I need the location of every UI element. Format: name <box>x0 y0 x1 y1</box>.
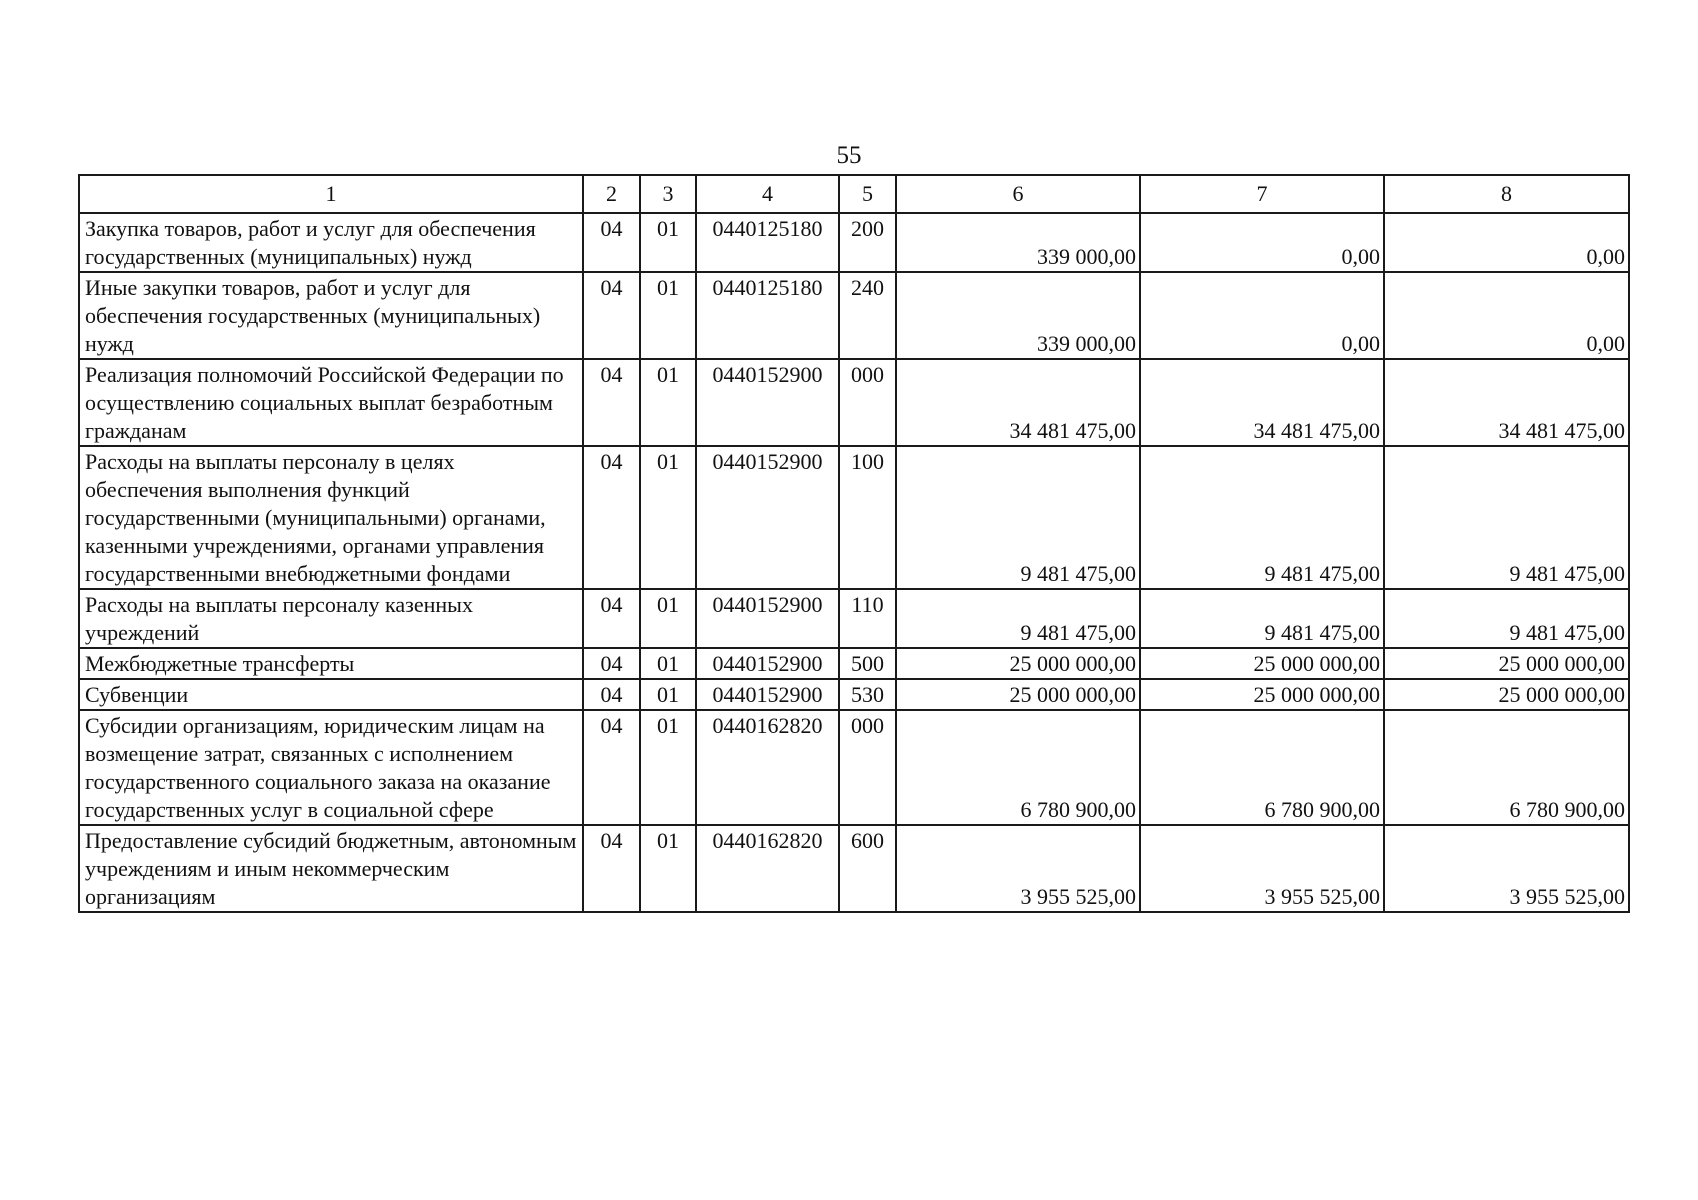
column-header-2: 2 <box>583 175 640 213</box>
row-name-cell: Закупка товаров, работ и услуг для обеспечения государственных (муниципальных) нужд <box>79 213 583 272</box>
row-name-cell: Расходы на выплаты персоналу в целях обеспечения выполнения функций государственными (муниципальными) органами, казенными учреждениями, органами управления государственными внебюджетными фондами <box>79 446 583 589</box>
expense-type-cell: 100 <box>839 446 896 589</box>
expense-type-cell: 000 <box>839 710 896 825</box>
table-row <box>79 359 1629 446</box>
section-cell: 04 <box>583 359 640 446</box>
amount-col8-cell: 0,00 <box>1384 213 1629 272</box>
table-row <box>79 679 1629 710</box>
amount-col7-cell: 9 481 475,00 <box>1140 589 1384 648</box>
amount-col8-cell: 0,00 <box>1384 272 1629 359</box>
amount-col6-cell: 6 780 900,00 <box>896 710 1140 825</box>
amount-col6-cell: 25 000 000,00 <box>896 648 1140 679</box>
section-cell: 04 <box>583 710 640 825</box>
amount-col7-cell: 9 481 475,00 <box>1140 446 1384 589</box>
subsection-cell: 01 <box>640 446 696 589</box>
section-cell: 04 <box>583 648 640 679</box>
section-cell: 04 <box>583 272 640 359</box>
table-row <box>79 710 1629 825</box>
subsection-cell: 01 <box>640 213 696 272</box>
amount-col6-cell: 25 000 000,00 <box>896 679 1140 710</box>
expense-type-cell: 200 <box>839 213 896 272</box>
amount-col6-cell: 3 955 525,00 <box>896 825 1140 912</box>
amount-col7-cell: 34 481 475,00 <box>1140 359 1384 446</box>
amount-col7-cell: 3 955 525,00 <box>1140 825 1384 912</box>
table-row <box>79 272 1629 359</box>
column-header-5: 5 <box>839 175 896 213</box>
expense-type-cell: 110 <box>839 589 896 648</box>
target-article-cell: 0440152900 <box>696 446 839 589</box>
table-body <box>79 213 1629 912</box>
row-name-cell: Реализация полномочий Российской Федерации по осуществлению социальных выплат безработным гражданам <box>79 359 583 446</box>
header-row <box>79 175 1629 213</box>
amount-col7-cell: 6 780 900,00 <box>1140 710 1384 825</box>
amount-col8-cell: 25 000 000,00 <box>1384 648 1629 679</box>
row-name-cell: Межбюджетные трансферты <box>79 648 583 679</box>
amount-col7-cell: 25 000 000,00 <box>1140 648 1384 679</box>
row-name-cell: Иные закупки товаров, работ и услуг для обеспечения государственных (муниципальных) нужд <box>79 272 583 359</box>
amount-col8-cell: 6 780 900,00 <box>1384 710 1629 825</box>
amount-col8-cell: 9 481 475,00 <box>1384 589 1629 648</box>
amount-col6-cell: 9 481 475,00 <box>896 446 1140 589</box>
row-name-cell: Предоставление субсидий бюджетным, автономным учреждениям и иным некоммерческим организациям <box>79 825 583 912</box>
amount-col6-cell: 9 481 475,00 <box>896 589 1140 648</box>
table-row <box>79 446 1629 589</box>
target-article-cell: 0440152900 <box>696 589 839 648</box>
column-header-4: 4 <box>696 175 839 213</box>
row-name-cell: Субвенции <box>79 679 583 710</box>
amount-col6-cell: 339 000,00 <box>896 213 1140 272</box>
amount-col7-cell: 25 000 000,00 <box>1140 679 1384 710</box>
column-header-6: 6 <box>896 175 1140 213</box>
target-article-cell: 0440125180 <box>696 272 839 359</box>
target-article-cell: 0440152900 <box>696 679 839 710</box>
expense-type-cell: 240 <box>839 272 896 359</box>
section-cell: 04 <box>583 213 640 272</box>
amount-col7-cell: 0,00 <box>1140 272 1384 359</box>
table-row <box>79 213 1629 272</box>
amount-col6-cell: 339 000,00 <box>896 272 1140 359</box>
amount-col6-cell: 34 481 475,00 <box>896 359 1140 446</box>
table-row <box>79 648 1629 679</box>
subsection-cell: 01 <box>640 272 696 359</box>
subsection-cell: 01 <box>640 825 696 912</box>
section-cell: 04 <box>583 589 640 648</box>
table-header <box>79 175 1629 213</box>
target-article-cell: 0440162820 <box>696 710 839 825</box>
amount-col8-cell: 34 481 475,00 <box>1384 359 1629 446</box>
amount-col8-cell: 9 481 475,00 <box>1384 446 1629 589</box>
table-row <box>79 825 1629 912</box>
table-row <box>79 589 1629 648</box>
page-number: 55 <box>836 142 862 169</box>
amount-col7-cell: 0,00 <box>1140 213 1384 272</box>
expense-type-cell: 500 <box>839 648 896 679</box>
amount-col8-cell: 25 000 000,00 <box>1384 679 1629 710</box>
column-header-1: 1 <box>79 175 583 213</box>
target-article-cell: 0440162820 <box>696 825 839 912</box>
subsection-cell: 01 <box>640 710 696 825</box>
expense-type-cell: 600 <box>839 825 896 912</box>
subsection-cell: 01 <box>640 359 696 446</box>
target-article-cell: 0440152900 <box>696 648 839 679</box>
column-header-7: 7 <box>1140 175 1384 213</box>
column-header-8: 8 <box>1384 175 1629 213</box>
target-article-cell: 0440152900 <box>696 359 839 446</box>
budget-table <box>78 174 1630 913</box>
row-name-cell: Субсидии организациям, юридическим лицам на возмещение затрат, связанных с исполнением государственного социального заказа на оказание государственных услуг в социальной сфере <box>79 710 583 825</box>
target-article-cell: 0440125180 <box>696 213 839 272</box>
expense-type-cell: 000 <box>839 359 896 446</box>
column-header-3: 3 <box>640 175 696 213</box>
subsection-cell: 01 <box>640 589 696 648</box>
subsection-cell: 01 <box>640 679 696 710</box>
expense-type-cell: 530 <box>839 679 896 710</box>
section-cell: 04 <box>583 825 640 912</box>
amount-col8-cell: 3 955 525,00 <box>1384 825 1629 912</box>
section-cell: 04 <box>583 679 640 710</box>
section-cell: 04 <box>583 446 640 589</box>
subsection-cell: 01 <box>640 648 696 679</box>
row-name-cell: Расходы на выплаты персоналу казенных учреждений <box>79 589 583 648</box>
